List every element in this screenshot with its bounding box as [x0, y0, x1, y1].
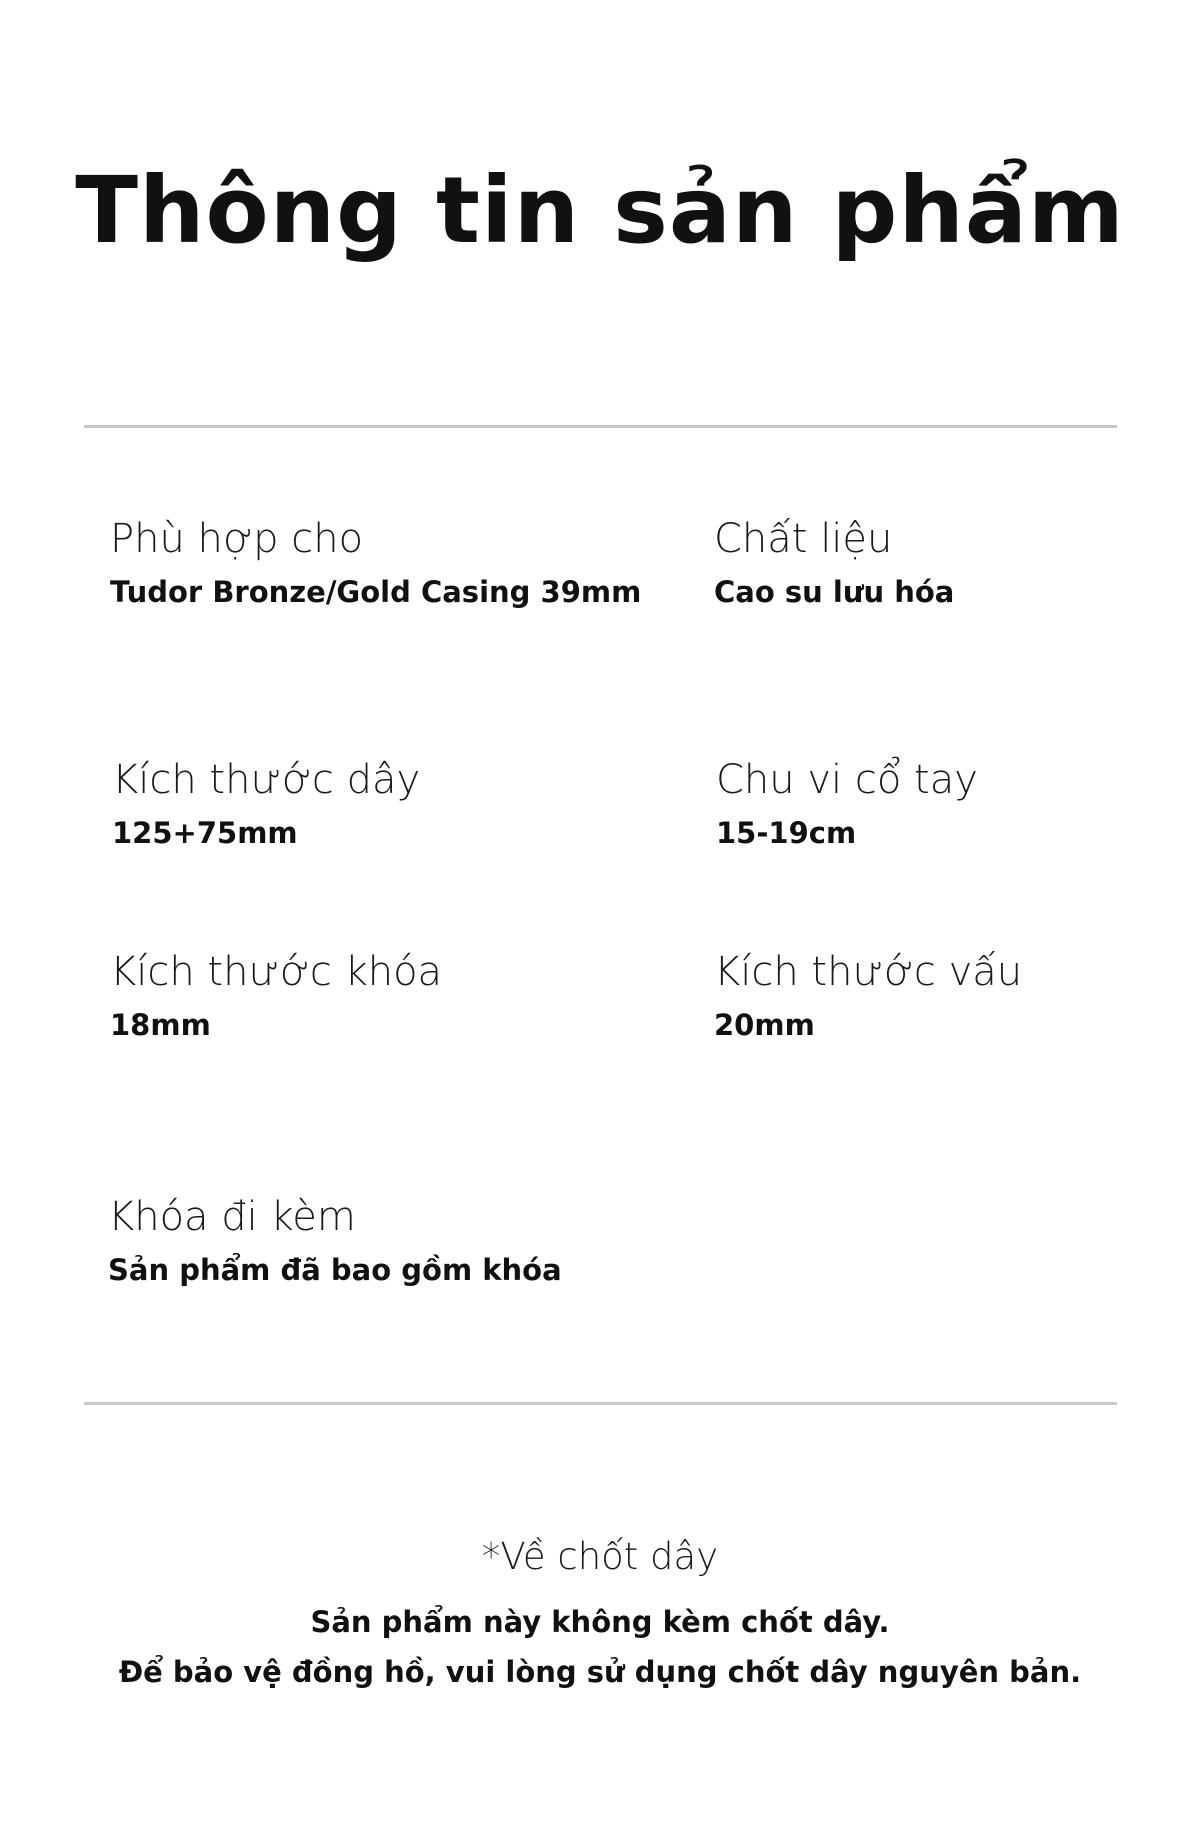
spec-value: Tudor Bronze/Gold Casing 39mm	[110, 575, 642, 609]
spec-label: Chu vi cổ tay	[716, 757, 978, 803]
spec-value: 125+75mm	[112, 816, 298, 850]
spring-bar-note	[0, 1535, 1200, 1697]
bottom-divider	[84, 1402, 1117, 1405]
spec-wrist-circumference	[716, 756, 978, 851]
note-title: *Về chốt dây	[481, 1535, 719, 1578]
spec-label: Phù hợp cho	[110, 516, 364, 562]
note-line: Sản phẩm này không kèm chốt dây.	[310, 1605, 890, 1640]
spec-value: 15-19cm	[716, 816, 857, 850]
spec-material	[714, 515, 954, 610]
spec-strap-size	[112, 756, 420, 851]
spec-lug-width	[714, 948, 1022, 1043]
note-line: Để bảo vệ đồng hồ, vui lòng sử dụng chốt dây nguyên bản.	[118, 1655, 1082, 1690]
spec-value: 20mm	[714, 1008, 815, 1042]
spec-label: Khóa đi kèm	[108, 1194, 356, 1240]
spec-label: Kích thước dây	[112, 757, 421, 803]
spec-compatibility	[110, 515, 641, 610]
spec-label: Kích thước vấu	[714, 949, 1023, 995]
top-divider	[84, 425, 1117, 428]
spec-label: Chất liệu	[714, 516, 893, 562]
spec-value: 18mm	[110, 1008, 211, 1042]
spec-value: Sản phẩm đã bao gồm khóa	[108, 1253, 562, 1287]
spec-buckle-size	[110, 948, 442, 1043]
spec-label: Kích thước khóa	[110, 949, 443, 995]
spec-value: Cao su lưu hóa	[714, 575, 955, 609]
page-title: Thông tin sản phẩm	[75, 157, 1125, 264]
spec-buckle-included	[108, 1193, 562, 1288]
